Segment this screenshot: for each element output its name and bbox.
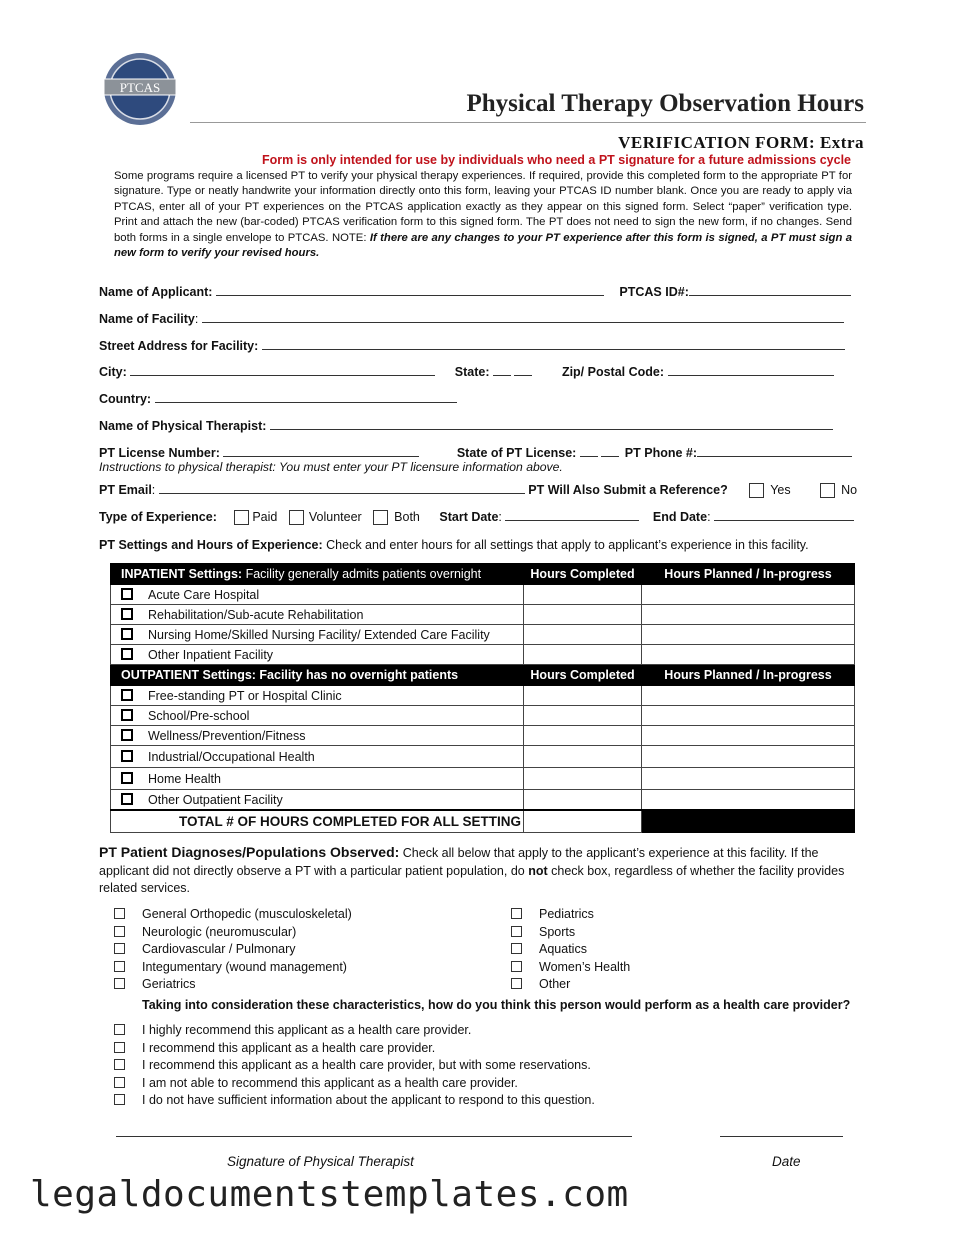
list-item (114, 1041, 595, 1059)
total-label: TOTAL # OF HOURS COMPLETED FOR ALL SETTING (111, 810, 524, 833)
list-item (114, 907, 352, 925)
yes-label: Yes (770, 483, 791, 497)
diagnosis-checkbox[interactable] (114, 961, 125, 972)
diagnoses-text-not: not (528, 863, 548, 878)
hours-planned-cell[interactable] (642, 726, 855, 746)
table-row (111, 746, 855, 768)
date-line[interactable] (720, 1136, 843, 1137)
zip-field[interactable] (668, 363, 834, 376)
volunteer-label: Volunteer (308, 510, 362, 524)
inpatient-header-row (111, 564, 855, 585)
type-label: Type of Experience: (99, 510, 217, 524)
col-hours-completed: Hours Completed (524, 665, 642, 686)
setting-label: Industrial/Occupational Health (148, 749, 315, 764)
diagnosis-checkbox[interactable] (511, 961, 522, 972)
both-checkbox[interactable] (373, 510, 388, 525)
reference-yes-checkbox[interactable] (749, 483, 764, 498)
setting-label: Free-standing PT or Hospital Clinic (148, 688, 342, 703)
license-number-label: PT License Number: (99, 446, 220, 460)
street-label: Street Address for Facility: (99, 339, 259, 353)
diagnosis-checkbox[interactable] (114, 943, 125, 954)
list-item (114, 960, 352, 978)
end-date-field[interactable] (714, 508, 854, 521)
table-row (111, 790, 855, 811)
state-field-1[interactable] (493, 363, 511, 376)
therapist-row (99, 417, 833, 433)
city-row (99, 363, 834, 379)
setting-label: Home Health (148, 771, 221, 786)
recommendation-checkbox[interactable] (114, 1059, 125, 1070)
recommendation-label: I am not able to recommend this applicant as a health care provider. (142, 1075, 518, 1090)
hours-completed-cell[interactable] (524, 625, 642, 645)
state-label: State: (454, 365, 490, 379)
list-item (114, 1076, 595, 1094)
applicant-label: Name of Applicant: (99, 285, 213, 299)
hours-completed-cell[interactable] (524, 746, 642, 768)
setting-label: Acute Care Hospital (148, 587, 260, 602)
setting-checkbox[interactable] (121, 709, 133, 721)
table-row (111, 605, 855, 625)
setting-label: Wellness/Prevention/Fitness (148, 728, 306, 743)
title-divider (190, 122, 866, 123)
phone-label: PT Phone #: (624, 446, 698, 460)
diagnoses-left-list (114, 907, 352, 995)
hours-planned-cell[interactable] (642, 790, 855, 811)
col-hours-planned: Hours Planned / In-progress (642, 665, 855, 686)
table-row (111, 726, 855, 746)
col-hours-planned: Hours Planned / In-progress (642, 564, 855, 585)
facility-name-field[interactable] (202, 310, 844, 323)
intro-text: Some programs require a licensed PT to verify your physical therapy experiences. If required, provide this completed form to the appropriate PT for signature. Type or neatly handwrite your information directly onto this form, leaving your PTCAS ID number blank. Once you are ready to apply via PTCAS, enter all of your PT experiences on the PTCAS application exactly as they appear on this signed form. Select “paper” verification type. Print and attach the new (bar-coded) PTCAS verification form to this signed form. The PT does not need to sign the new form, if no changes. Send both forms in a single envelope to PTCAS. NOTE: (114, 170, 852, 244)
email-row: PT Email: PT Will Also Submit a Reference? Yes No (99, 483, 858, 497)
setting-checkbox[interactable] (121, 608, 133, 620)
therapist-label: Name of Physical Therapist: (99, 419, 267, 433)
diagnoses-heading: PT Patient Diagnoses/Populations Observed: (99, 844, 400, 860)
license-state-field-2[interactable] (601, 444, 619, 457)
license-number-field[interactable] (223, 444, 419, 457)
street-address-field[interactable] (262, 337, 845, 350)
state-field-2[interactable] (514, 363, 532, 376)
city-label: City: (99, 365, 127, 379)
hours-planned-cell[interactable] (642, 686, 855, 706)
hours-planned-cell[interactable] (642, 706, 855, 726)
signature-label: Signature of Physical Therapist (227, 1154, 414, 1169)
zip-label: Zip/ Postal Code: (561, 365, 665, 379)
total-blackout-cell (642, 810, 855, 833)
setting-checkbox[interactable] (121, 588, 133, 600)
country-row (99, 390, 457, 406)
recommendation-checkbox[interactable] (114, 1042, 125, 1053)
both-label: Both (394, 510, 420, 524)
facility-row: Name of Facility: (99, 310, 844, 326)
recommendation-label: I recommend this applicant as a health care provider, but with some reservations. (142, 1058, 591, 1072)
pt-instructions: Instructions to physical therapist: You must enter your PT licensure information above. (99, 460, 563, 474)
start-date-field[interactable] (505, 508, 639, 521)
setting-label: School/Pre-school (148, 708, 250, 723)
end-date-label: End Date (652, 510, 708, 524)
list-item (114, 942, 352, 960)
hours-planned-cell[interactable] (642, 645, 855, 665)
license-state-label: State of PT License: (456, 446, 577, 460)
diagnosis-label: Geriatrics (142, 977, 196, 991)
setting-label: Other Outpatient Facility (148, 792, 283, 807)
intro-emphasis: If there are any changes to your PT experience after this form is signed, a PT must sign a new form to verify your revised hours. (114, 231, 853, 260)
volunteer-checkbox[interactable] (289, 510, 304, 525)
setting-checkbox[interactable] (121, 729, 133, 741)
setting-checkbox[interactable] (121, 772, 133, 784)
diagnosis-label: Sports (539, 924, 576, 939)
ptcas-id-field[interactable] (689, 283, 851, 296)
diagnoses-text-b: check box, regardless of whether the facility provides related services. (99, 863, 845, 895)
recommendation-checkbox[interactable] (114, 1024, 125, 1035)
setting-checkbox[interactable] (121, 648, 133, 660)
reference-question: PT Will Also Submit a Reference? (528, 483, 728, 497)
no-label: No (841, 483, 858, 497)
diagnosis-label: Other (539, 977, 571, 991)
hours-completed-cell[interactable] (524, 585, 642, 605)
hours-completed-cell[interactable] (524, 706, 642, 726)
setting-checkbox[interactable] (121, 628, 133, 640)
settings-heading: PT Settings and Hours of Experience: (99, 538, 323, 552)
diagnosis-label: Cardiovascular / Pulmonary (142, 942, 296, 956)
hours-completed-cell[interactable] (524, 645, 642, 665)
recommendation-label: I do not have sufficient information about the applicant to respond to this question. (142, 1093, 595, 1107)
diagnosis-checkbox[interactable] (114, 926, 125, 937)
recommendation-checkbox[interactable] (114, 1094, 125, 1105)
table-row (111, 645, 855, 665)
setting-checkbox[interactable] (121, 750, 133, 762)
logo-text: PTCAS (119, 80, 161, 95)
paid-label: Paid (252, 510, 278, 524)
hours-completed-cell[interactable] (524, 686, 642, 706)
setting-label: Other Inpatient Facility (148, 647, 274, 662)
total-row (111, 810, 855, 833)
diagnosis-checkbox[interactable] (511, 943, 522, 954)
list-item (114, 925, 352, 943)
recommendation-checkbox[interactable] (114, 1077, 125, 1088)
therapist-name-field[interactable] (270, 417, 833, 430)
hours-completed-cell[interactable] (524, 768, 642, 790)
start-date-label: Start Date (439, 510, 499, 524)
street-row (99, 337, 845, 353)
recommendation-question: Taking into consideration these characteristics, how do you think this person would perform as a health care provider? (142, 998, 851, 1012)
diagnosis-label: Pediatrics (539, 907, 594, 921)
country-field[interactable] (155, 390, 457, 403)
setting-checkbox[interactable] (121, 793, 133, 805)
hours-planned-cell[interactable] (642, 625, 855, 645)
diagnosis-label: Women’s Health (539, 959, 631, 974)
experience-type-row: Type of Experience: Paid Volunteer Both Start Date: End Date: (99, 508, 854, 525)
diagnosis-checkbox[interactable] (511, 978, 522, 989)
form-subtitle: VERIFICATION FORM: Extra (618, 133, 864, 152)
hours-planned-cell[interactable] (642, 605, 855, 625)
usage-notice: Form is only intended for use by individuals who need a PT signature for a future admissions cycle (261, 153, 851, 167)
diagnosis-label: General Orthopedic (musculoskeletal) (142, 907, 352, 921)
list-item (114, 977, 352, 995)
table-row (111, 768, 855, 790)
paid-checkbox[interactable] (234, 510, 249, 525)
setting-label: Nursing Home/Skilled Nursing Facility/ Extended Care Facility (148, 627, 490, 642)
list-item (511, 977, 630, 995)
page-title: Physical Therapy Observation Hours (466, 90, 864, 117)
diagnosis-checkbox[interactable] (511, 908, 522, 919)
diagnosis-label: Aquatics (539, 942, 587, 956)
license-state-field-1[interactable] (580, 444, 598, 457)
inpatient-header-rest: Facility generally admits patients overnight (245, 567, 482, 581)
signature-line[interactable] (116, 1136, 632, 1137)
list-item (511, 925, 630, 943)
hours-completed-cell[interactable] (524, 790, 642, 811)
diagnosis-checkbox[interactable] (114, 908, 125, 919)
list-item (114, 1023, 595, 1041)
list-item (114, 1058, 595, 1076)
outpatient-header: OUTPATIENT Settings: Facility has no overnight patients (111, 665, 524, 686)
city-field[interactable] (130, 363, 435, 376)
phone-field[interactable] (697, 444, 852, 457)
facility-label: Name of Facility (99, 312, 195, 326)
license-row (99, 444, 852, 460)
hours-completed-cell[interactable] (524, 605, 642, 625)
list-item (511, 942, 630, 960)
table-row (111, 686, 855, 706)
ptcas-logo (100, 52, 180, 127)
ptcas-id-label: PTCAS ID#: (619, 285, 689, 299)
country-label: Country: (99, 392, 152, 406)
hours-planned-cell[interactable] (642, 746, 855, 768)
inpatient-header (111, 564, 524, 585)
email-field[interactable] (159, 481, 525, 494)
applicant-row (99, 283, 851, 299)
watermark: legaldocumentstemplates.com (30, 1174, 629, 1215)
outpatient-header-row (111, 665, 855, 686)
recommendation-label: I recommend this applicant as a health care provider. (142, 1040, 436, 1055)
diagnosis-label: Integumentary (wound management) (142, 959, 347, 974)
intro-paragraph (114, 169, 852, 261)
diagnoses-text-a: Check all below that apply to the applicant’s experience at this facility. If the applicant did not directly observe a PT with a particular patient population, do (99, 846, 819, 878)
email-label: PT Email (99, 483, 152, 497)
reference-no-checkbox[interactable] (820, 483, 835, 498)
recommendation-label: I highly recommend this applicant as a health care provider. (142, 1023, 472, 1037)
table-row (111, 625, 855, 645)
inpatient-header-bold: INPATIENT Settings: (121, 567, 243, 581)
table-row (111, 585, 855, 605)
settings-intro (99, 538, 809, 552)
applicant-name-field[interactable] (216, 283, 604, 296)
diagnosis-checkbox[interactable] (114, 978, 125, 989)
diagnosis-label: Neurologic (neuromuscular) (142, 924, 297, 939)
list-item (511, 907, 630, 925)
col-hours-completed: Hours Completed (524, 564, 642, 585)
recommendation-list (114, 1023, 595, 1111)
setting-label: Rehabilitation/Sub-acute Rehabilitation (148, 607, 364, 622)
hours-planned-cell[interactable] (642, 585, 855, 605)
date-label: Date (772, 1154, 801, 1169)
table-row (111, 706, 855, 726)
settings-instruction: Check and enter hours for all settings that apply to applicant’s experience in this facility. (326, 538, 809, 552)
diagnoses-right-list (511, 907, 630, 995)
hours-planned-cell[interactable] (642, 768, 855, 790)
total-hours-cell[interactable] (524, 810, 642, 833)
list-item (114, 1093, 595, 1111)
hours-table (110, 563, 855, 833)
diagnosis-checkbox[interactable] (511, 926, 522, 937)
hours-completed-cell[interactable] (524, 726, 642, 746)
setting-checkbox[interactable] (121, 689, 133, 701)
diagnoses-intro (99, 844, 851, 898)
list-item (511, 960, 630, 978)
